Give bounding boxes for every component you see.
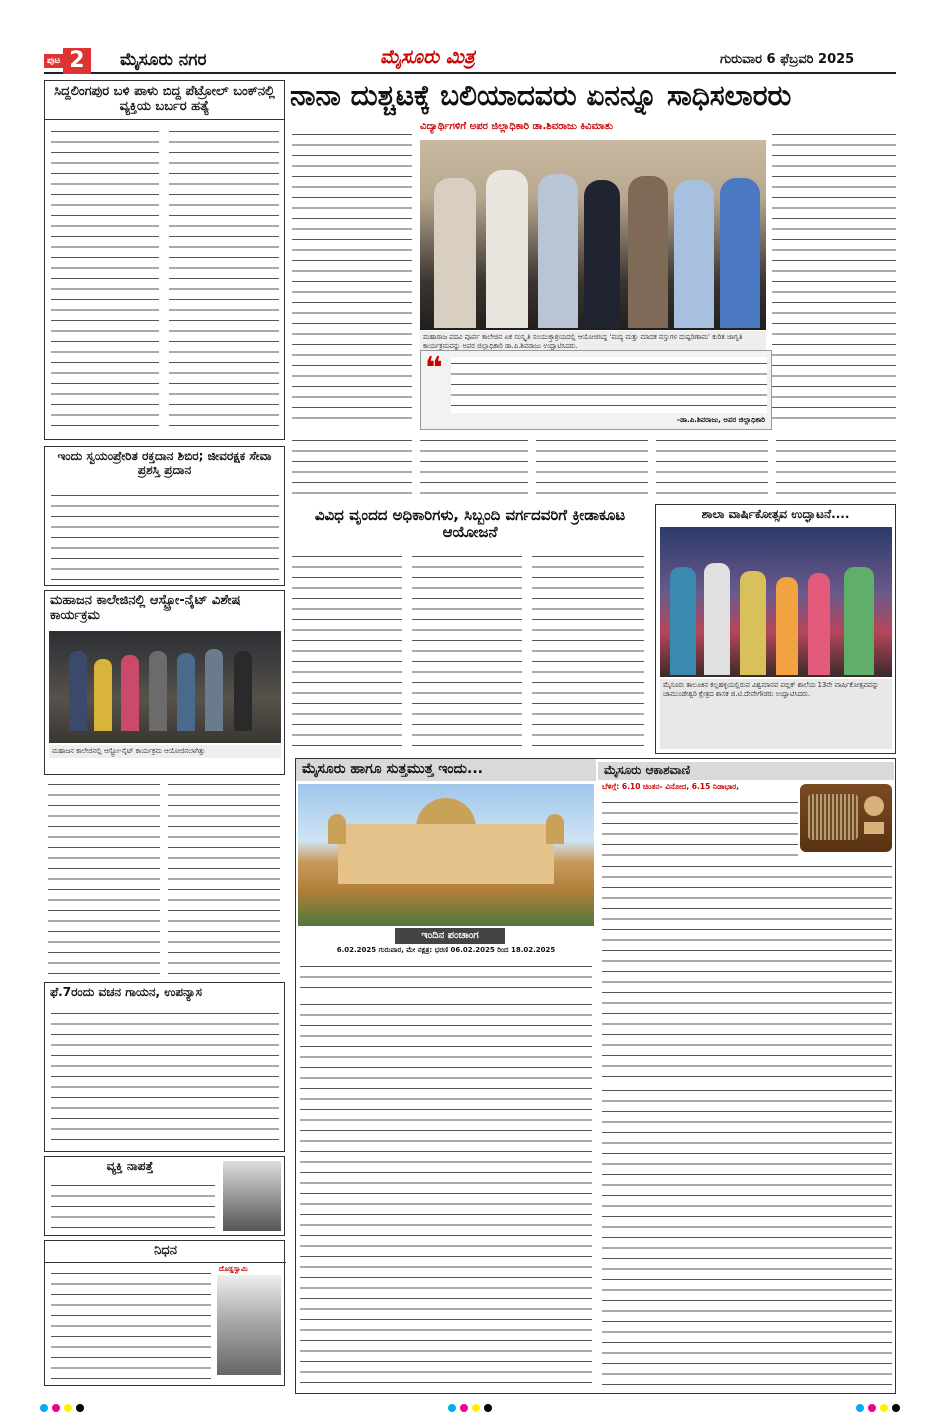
story-headline: ನಿಧನ xyxy=(45,1241,286,1263)
story-astro-body xyxy=(44,778,285,978)
story-headline: ಶಾಲಾ ವಾರ್ಷಿಕೋತ್ಸವ ಉದ್ಘಾಟನೆ.... xyxy=(701,507,850,521)
event-photo xyxy=(49,631,281,743)
page-label: ಪುಟ xyxy=(44,54,63,68)
story-body xyxy=(51,125,159,433)
story-blood-donation xyxy=(44,446,285,586)
photo-caption: ಮೈಸೂರು ತಾಲೂಕಿನ ಕಲ್ಲಹಳ್ಳಿಯಲ್ಲಿರುವ ವಿಶ್ವಮಾನವ ಪಬ್ಲಿಕ್ ಶಾಲೆಯ 13ನೇ ವಾರ್ಷಿಕೋತ್ಸವವನ್ನು ಚಾಮುಂಡೇಶ್ವರಿ ಕ್ಷೇತ್ರದ ಶಾಸಕ ಜಿ.ಟಿ.ದೇವೇಗೌಡರು ಉದ್ಘಾಟಿಸಿದರು. xyxy=(660,679,892,749)
lead-body xyxy=(772,128,896,428)
page-number-block xyxy=(44,48,114,74)
radio-schedule xyxy=(602,796,798,856)
story-body xyxy=(51,1267,211,1381)
obit-photo xyxy=(217,1275,281,1375)
story-astro-night xyxy=(44,590,285,775)
page-number: 2 xyxy=(63,48,90,74)
story-missing-person xyxy=(44,1156,285,1236)
radio-first-line: ಬೆಳಿಗ್ಗೆ: 6.10 ಚಿಂತನ- ವಿನೋದ, 6.15 ನಿಡಾಭಾರ, xyxy=(602,782,740,791)
today-title: ಮೈಸೂರು ಹಾಗೂ ಸುತ್ತಮುತ್ತ ಇಂದು... xyxy=(296,759,596,781)
story-obituary xyxy=(44,1240,285,1386)
story-sports xyxy=(292,504,648,754)
lead-body xyxy=(292,434,412,500)
story-murder xyxy=(44,80,285,440)
story-vachana xyxy=(44,982,285,1152)
masthead: ಮೈಸೂರು ಮಿತ್ರ xyxy=(380,46,475,68)
photo-caption: ಮಹಾಜನ ಕಾಲೇಜಿನಲ್ಲಿ ಆಸ್ಟ್ರೋ-ನೈಟ್ ಕಾರ್ಯಕ್ರಮ ಆಯೋಜಿಸಲಾಗಿತ್ತು xyxy=(49,745,281,758)
story-school-anniversary xyxy=(655,504,896,754)
radio-icon xyxy=(800,784,892,852)
panchanga-title: ಇಂದಿನ ಪಂಚಾಂಗ xyxy=(395,928,505,944)
lead-body xyxy=(536,434,648,500)
story-headline: ಫೆ.7ರಂದು ವಚನ ಗಾಯನ, ಉಪನ್ಯಾಸ xyxy=(50,985,202,999)
lead-photo xyxy=(420,140,766,330)
quote-credit: –ಡಾ.ಪಿ.ಶಿವರಾಜು, ಅಪರ ಜಿಲ್ಲಾಧಿಕಾರಿ xyxy=(676,416,765,424)
radio-schedule xyxy=(602,860,892,1080)
lead-body xyxy=(776,434,896,500)
radio-title: ಮೈಸೂರು ಆಕಾಶವಾಣಿ xyxy=(598,762,894,780)
school-photo xyxy=(660,527,892,677)
section-title: ಮೈಸೂರು ನಗರ xyxy=(120,50,207,70)
story-body xyxy=(51,1007,279,1147)
panchanga-line: 6.02.2025 ಗುರುವಾರ, ಮೇ ನಕ್ಷತ್ರ: ಭರಣಿ 06.02.2025 ರಿಂದ 18.02.2025 xyxy=(336,946,556,954)
lead-photo-caption: ಮಹಾರಾಜ ಪದವಿ ಪೂರ್ವ ಕಾಲೇಜಿನ ಏಕ ಸಂಸ್ಕೃತಿ ಸಂಯುಕ್ತಾಶ್ರಯದಲ್ಲಿ ಆಯೋಜಿಸಿದ್ದ ‘ಮದ್ಯ ಮತ್ತು ಮಾದಕ ವಸ್ತುಗಳ ದುಷ್ಪರಿಣಾಮ’ ಕುರಿತ ಜಾಗೃತಿ ಕಾರ್ಯಕ್ರಮವನ್ನು ಅಪರ ಜಿಲ್ಲಾಧಿಕಾರಿ ಡಾ.ಪಿ.ಶಿವರಾಜು ಉದ್ಘಾಟಿಸಿದರು. xyxy=(420,331,766,353)
print-registration-marks xyxy=(40,1404,900,1414)
story-headline: ವಿವಿಧ ವೃಂದದ ಅಧಿಕಾರಿಗಳು, ಸಿಬ್ಬಂದಿ ವರ್ಗದವರಿಗೆ ಕ್ರೀಡಾಕೂಟ ಆಯೋಜನೆ xyxy=(314,506,626,542)
story-headline: ಸಿದ್ದಲಿಂಗಪುರ ಬಳಿ ಪಾಳು ಬಿದ್ದ ಪೆಟ್ರೋಲ್ ಬಂಕ್‌ನಲ್ಲಿ ವ್ಯಕ್ತಿಯ ಬರ್ಬರ ಹತ್ಯೆ xyxy=(45,81,284,120)
story-body xyxy=(51,1179,215,1231)
quote-icon: ❝ xyxy=(425,351,443,386)
lead-body xyxy=(656,434,768,500)
panchanga-body xyxy=(300,960,592,994)
lead-body xyxy=(292,128,412,428)
events-list xyxy=(300,998,592,1390)
lead-body xyxy=(420,434,528,500)
story-body xyxy=(51,489,279,581)
lead-pull-quote xyxy=(420,350,772,430)
lead-headline: ನಾನಾ ದುಶ್ಚಟಕ್ಕೆ ಬಲಿಯಾದವರು ಏನನ್ನೂ ಸಾಧಿಸಲಾರರು xyxy=(290,79,792,112)
story-headline: ಇಂದು ಸ್ವಯಂಪ್ರೇರಿತ ರಕ್ತದಾನ ಶಿಬಿರ; ಜೀವರಕ್ಷಕ ಸೇವಾ ಪ್ರಶಸ್ತಿ ಪ್ರದಾನ xyxy=(57,449,272,477)
palace-photo xyxy=(298,784,594,926)
issue-date: ಗುರುವಾರ 6 ಫೆಬ್ರವರಿ 2025 xyxy=(720,52,855,67)
lead-subhead: ವಿದ್ಯಾರ್ಥಿಗಳಿಗೆ ಅಪರ ಜಿಲ್ಲಾಧಿಕಾರಿ ಡಾ.ಶಿವರಾಜು ಕಿವಿಮಾತು xyxy=(420,121,614,132)
obit-name: ದೊಡ್ಡಸ್ವಾಮಿ xyxy=(219,1265,248,1273)
story-body xyxy=(169,125,279,433)
person-photo xyxy=(223,1161,281,1231)
story-headline: ವ್ಯಕ್ತಿ ನಾಪತ್ತೆ xyxy=(106,1159,154,1173)
events-list xyxy=(602,1084,892,1390)
story-headline: ಮಹಾಜನ ಕಾಲೇಜಿನಲ್ಲಿ ಆಸ್ಟ್ರೋ-ನೈಟ್ ವಿಶೇಷ ಕಾರ್ಯಕ್ರಮ xyxy=(50,593,241,623)
